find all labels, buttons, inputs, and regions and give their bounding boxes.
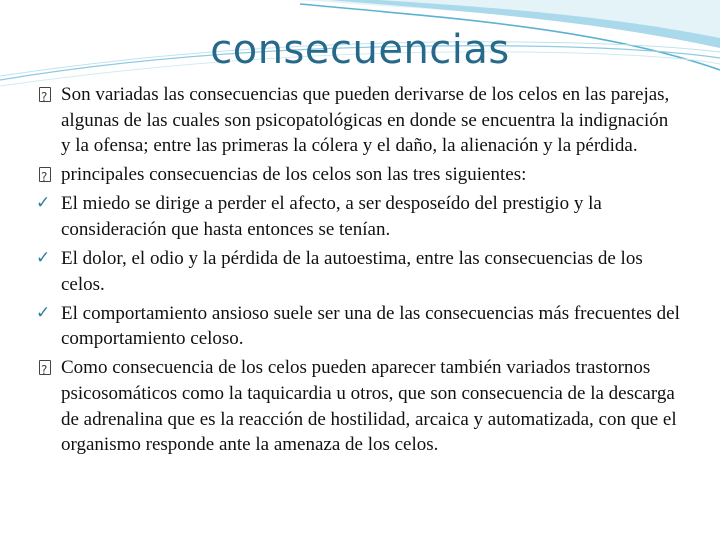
list-item-text: principales consecuencias de los celos son las tres siguientes:	[61, 164, 527, 186]
checkmark-icon: ✓	[36, 302, 51, 323]
list-item	[40, 82, 680, 159]
list-item-text: El dolor, el odio y la pérdida de la autoestima, entre las consecuencias de los celos.	[61, 248, 643, 295]
list-item	[36, 301, 680, 352]
checkmark-icon: ✓	[36, 248, 51, 269]
list-item-text: El miedo se dirige a perder el afecto, a ser desposeído del prestigio y la consideración que hasta entonces se tenían.	[61, 193, 602, 240]
placeholder-box-icon	[39, 87, 51, 102]
placeholder-box-icon	[39, 167, 51, 182]
list-item	[40, 355, 680, 457]
list-item	[40, 162, 680, 188]
placeholder-box-icon	[39, 360, 51, 375]
list-item-text: Son variadas las consecuencias que pueden derivarse de los celos en las parejas, algunas de las cuales son psicopatológicas en donde se encuentra la indignación y la ofensa; entre las primeras la cólera y el daño, la alienación y la pérdida.	[61, 84, 670, 157]
list-item	[36, 246, 680, 297]
slide-body	[36, 82, 680, 461]
list-item	[36, 191, 680, 242]
list-item-text: Como consecuencia de los celos pueden aparecer también variados trastornos psicosomáticos como la taquicardia u otros, que son consecuencia de la descarga de adrenalina que es la reacción de hostilidad, arcaica y automatizada, con que el organismo responde ante la amenaza de los celos.	[61, 357, 677, 456]
list-item-text: El comportamiento ansioso suele ser una de las consecuencias más frecuentes del comportamiento celoso.	[61, 302, 680, 350]
page-title: consecuencias	[210, 27, 510, 73]
checkmark-icon: ✓	[36, 193, 51, 214]
